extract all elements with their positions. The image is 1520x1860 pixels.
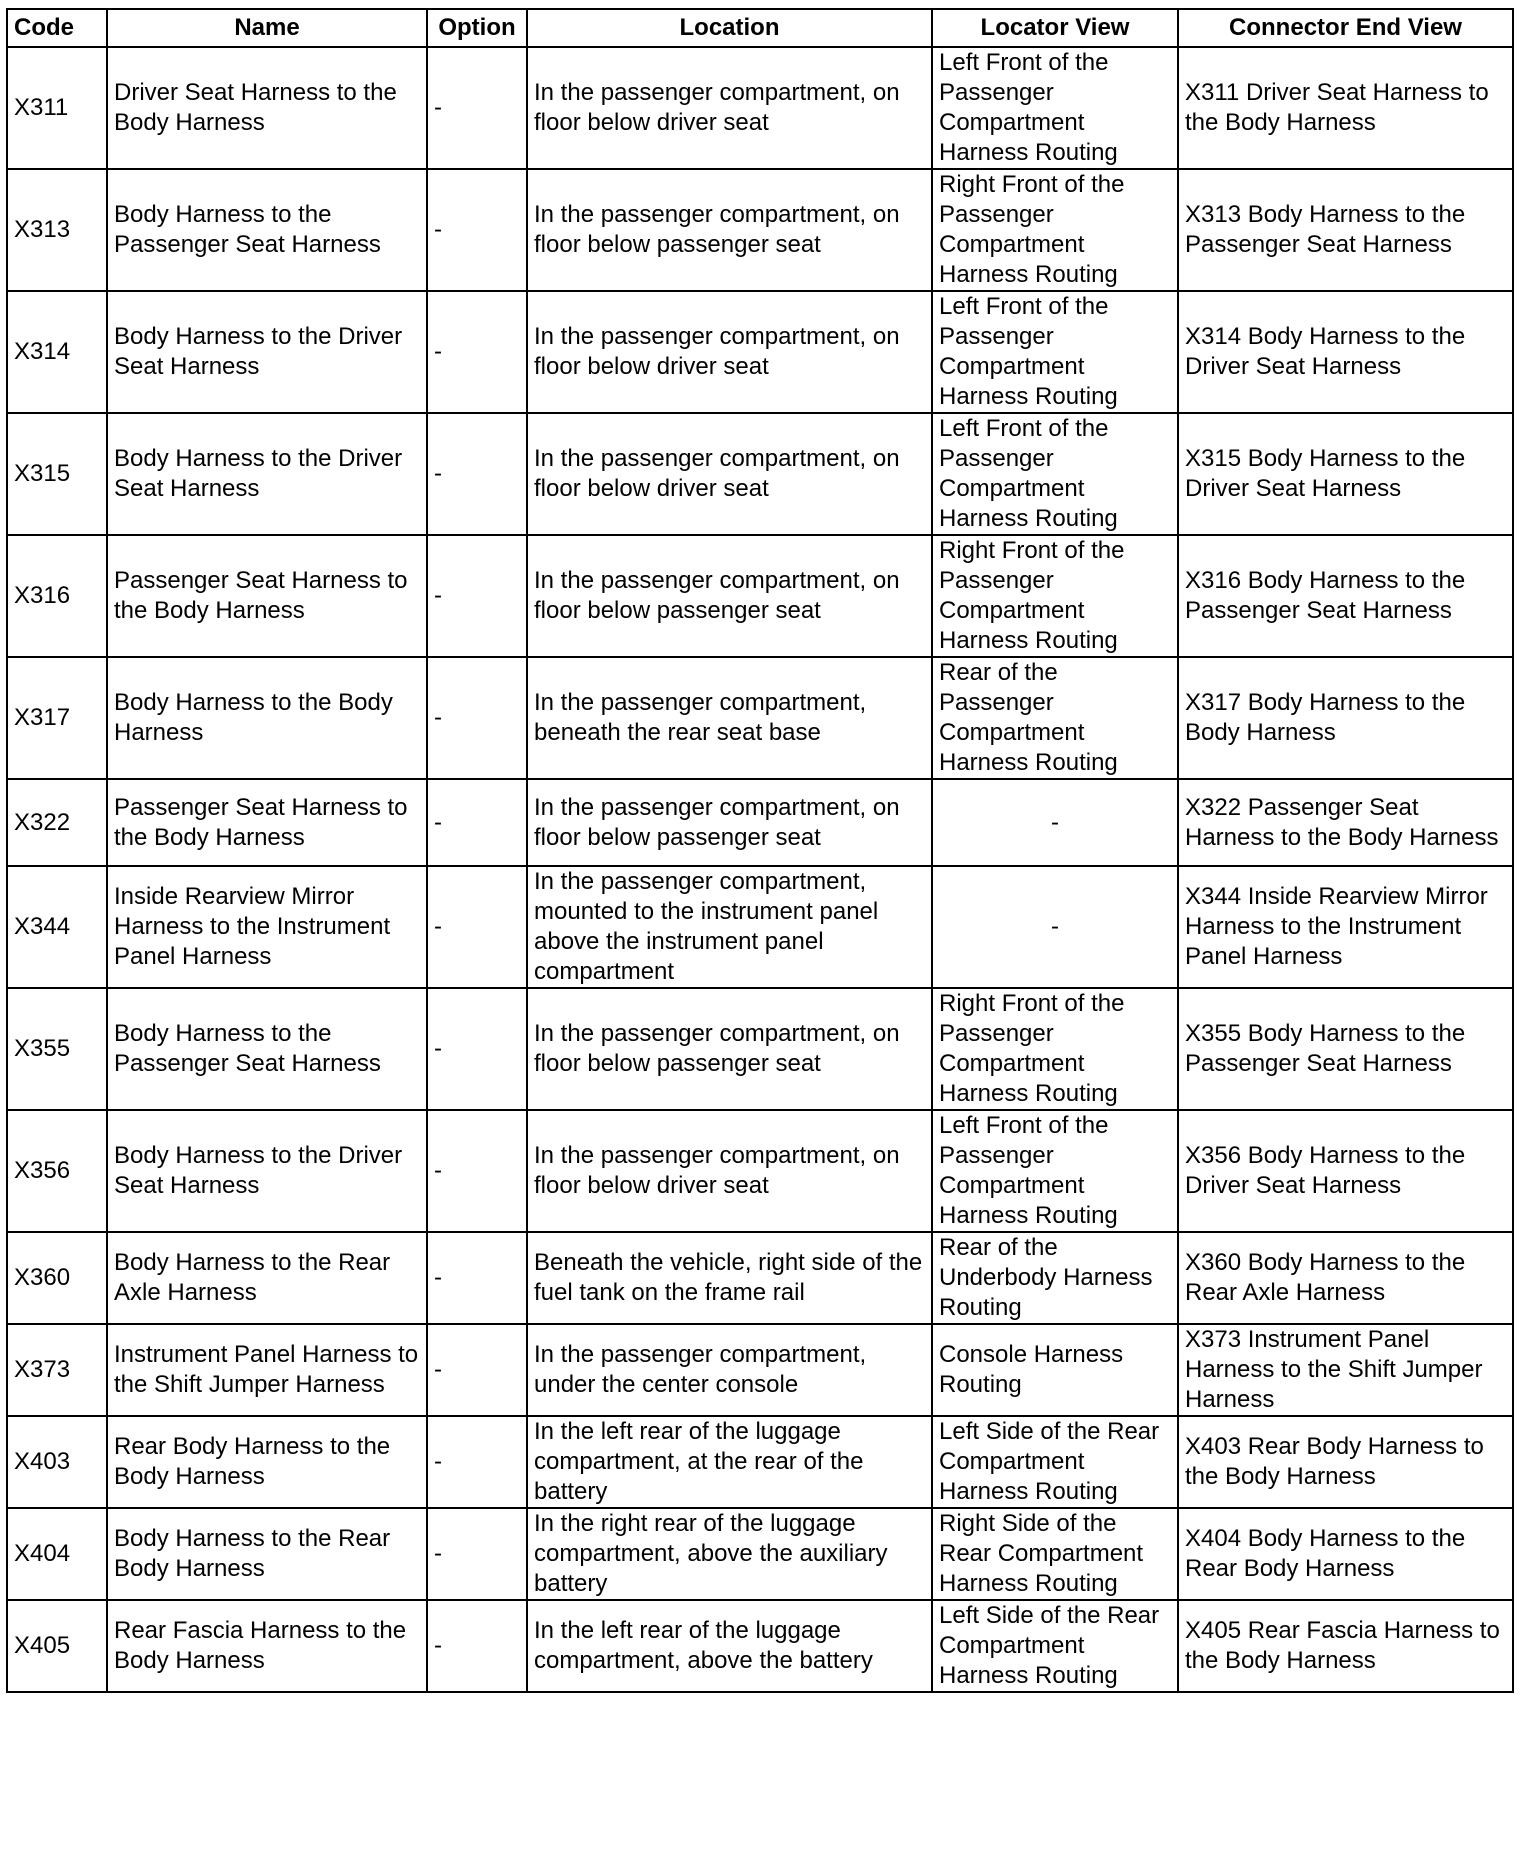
table-row	[7, 413, 1513, 535]
cell-name: Rear Fascia Harness to the Body Harness	[107, 1600, 427, 1692]
cell-option: -	[427, 1416, 527, 1508]
cell-option: -	[427, 535, 527, 657]
header-connector-end-view: Connector End View	[1178, 9, 1513, 47]
cell-locator-view: Left Side of the Rear Compartment Harness Routing	[932, 1416, 1178, 1508]
cell-connector-end-view: X344 Inside Rearview Mirror Harness to the Instrument Panel Harness	[1178, 866, 1513, 988]
cell-name: Passenger Seat Harness to the Body Harness	[107, 779, 427, 866]
table-row	[7, 47, 1513, 169]
cell-location: In the passenger compartment, on floor below driver seat	[527, 47, 932, 169]
cell-locator-view: Right Front of the Passenger Compartment Harness Routing	[932, 988, 1178, 1110]
cell-location: In the right rear of the luggage compartment, above the auxiliary battery	[527, 1508, 932, 1600]
cell-name: Body Harness to the Passenger Seat Harness	[107, 988, 427, 1110]
table-row	[7, 535, 1513, 657]
cell-location: Beneath the vehicle, right side of the fuel tank on the frame rail	[527, 1232, 932, 1324]
cell-code: X313	[7, 169, 107, 291]
cell-name: Instrument Panel Harness to the Shift Jumper Harness	[107, 1324, 427, 1416]
cell-name: Body Harness to the Driver Seat Harness	[107, 1110, 427, 1232]
cell-option: -	[427, 1110, 527, 1232]
cell-locator-view: Left Front of the Passenger Compartment Harness Routing	[932, 413, 1178, 535]
cell-name: Driver Seat Harness to the Body Harness	[107, 47, 427, 169]
cell-name: Passenger Seat Harness to the Body Harness	[107, 535, 427, 657]
cell-connector-end-view: X311 Driver Seat Harness to the Body Harness	[1178, 47, 1513, 169]
cell-location: In the passenger compartment, on floor below passenger seat	[527, 779, 932, 866]
cell-location: In the passenger compartment, under the center console	[527, 1324, 932, 1416]
table-row	[7, 866, 1513, 988]
cell-code: X344	[7, 866, 107, 988]
connector-table	[6, 8, 1514, 1693]
cell-connector-end-view: X322 Passenger Seat Harness to the Body Harness	[1178, 779, 1513, 866]
header-code: Code	[7, 9, 107, 47]
cell-option: -	[427, 1600, 527, 1692]
cell-name: Inside Rearview Mirror Harness to the Instrument Panel Harness	[107, 866, 427, 988]
cell-location: In the passenger compartment, on floor below driver seat	[527, 1110, 932, 1232]
table-row	[7, 1508, 1513, 1600]
cell-code: X356	[7, 1110, 107, 1232]
cell-option: -	[427, 1508, 527, 1600]
header-option: Option	[427, 9, 527, 47]
cell-option: -	[427, 866, 527, 988]
table-row	[7, 291, 1513, 413]
cell-option: -	[427, 47, 527, 169]
cell-name: Body Harness to the Rear Axle Harness	[107, 1232, 427, 1324]
cell-option: -	[427, 291, 527, 413]
cell-location: In the passenger compartment, beneath the rear seat base	[527, 657, 932, 779]
cell-location: In the passenger compartment, mounted to the instrument panel above the instrument panel compartment	[527, 866, 932, 988]
header-locator-view: Locator View	[932, 9, 1178, 47]
cell-name: Body Harness to the Passenger Seat Harness	[107, 169, 427, 291]
cell-code: X403	[7, 1416, 107, 1508]
header-row	[7, 9, 1513, 47]
table-row	[7, 657, 1513, 779]
cell-locator-view: Left Front of the Passenger Compartment Harness Routing	[932, 1110, 1178, 1232]
cell-code: X316	[7, 535, 107, 657]
cell-locator-view: Rear of the Passenger Compartment Harness Routing	[932, 657, 1178, 779]
cell-connector-end-view: X316 Body Harness to the Passenger Seat Harness	[1178, 535, 1513, 657]
cell-locator-view: Left Front of the Passenger Compartment Harness Routing	[932, 291, 1178, 413]
cell-code: X360	[7, 1232, 107, 1324]
table-body	[7, 47, 1513, 1692]
cell-location: In the left rear of the luggage compartment, at the rear of the battery	[527, 1416, 932, 1508]
cell-locator-view: Console Harness Routing	[932, 1324, 1178, 1416]
table-row	[7, 988, 1513, 1110]
cell-connector-end-view: X403 Rear Body Harness to the Body Harness	[1178, 1416, 1513, 1508]
cell-connector-end-view: X315 Body Harness to the Driver Seat Harness	[1178, 413, 1513, 535]
cell-option: -	[427, 413, 527, 535]
cell-connector-end-view: X317 Body Harness to the Body Harness	[1178, 657, 1513, 779]
cell-location: In the passenger compartment, on floor below passenger seat	[527, 988, 932, 1110]
table-row	[7, 169, 1513, 291]
cell-locator-view: -	[932, 866, 1178, 988]
table-row	[7, 779, 1513, 866]
cell-connector-end-view: X405 Rear Fascia Harness to the Body Harness	[1178, 1600, 1513, 1692]
cell-code: X404	[7, 1508, 107, 1600]
cell-location: In the passenger compartment, on floor below driver seat	[527, 291, 932, 413]
cell-option: -	[427, 657, 527, 779]
cell-locator-view: Left Side of the Rear Compartment Harness Routing	[932, 1600, 1178, 1692]
cell-locator-view: Rear of the Underbody Harness Routing	[932, 1232, 1178, 1324]
cell-locator-view: Right Front of the Passenger Compartment Harness Routing	[932, 535, 1178, 657]
cell-option: -	[427, 779, 527, 866]
cell-connector-end-view: X373 Instrument Panel Harness to the Shift Jumper Harness	[1178, 1324, 1513, 1416]
cell-location: In the passenger compartment, on floor below driver seat	[527, 413, 932, 535]
cell-name: Body Harness to the Body Harness	[107, 657, 427, 779]
cell-locator-view: Right Front of the Passenger Compartment Harness Routing	[932, 169, 1178, 291]
cell-connector-end-view: X404 Body Harness to the Rear Body Harness	[1178, 1508, 1513, 1600]
cell-connector-end-view: X355 Body Harness to the Passenger Seat Harness	[1178, 988, 1513, 1110]
cell-connector-end-view: X314 Body Harness to the Driver Seat Harness	[1178, 291, 1513, 413]
cell-name: Body Harness to the Driver Seat Harness	[107, 291, 427, 413]
cell-locator-view: -	[932, 779, 1178, 866]
cell-name: Rear Body Harness to the Body Harness	[107, 1416, 427, 1508]
cell-code: X373	[7, 1324, 107, 1416]
cell-name: Body Harness to the Rear Body Harness	[107, 1508, 427, 1600]
cell-option: -	[427, 1324, 527, 1416]
cell-location: In the left rear of the luggage compartment, above the battery	[527, 1600, 932, 1692]
cell-code: X317	[7, 657, 107, 779]
cell-option: -	[427, 169, 527, 291]
cell-code: X314	[7, 291, 107, 413]
header-name: Name	[107, 9, 427, 47]
cell-code: X315	[7, 413, 107, 535]
table-row	[7, 1600, 1513, 1692]
table-row	[7, 1110, 1513, 1232]
cell-connector-end-view: X313 Body Harness to the Passenger Seat Harness	[1178, 169, 1513, 291]
cell-location: In the passenger compartment, on floor below passenger seat	[527, 169, 932, 291]
cell-connector-end-view: X360 Body Harness to the Rear Axle Harness	[1178, 1232, 1513, 1324]
cell-option: -	[427, 1232, 527, 1324]
table-row	[7, 1416, 1513, 1508]
cell-code: X311	[7, 47, 107, 169]
cell-code: X405	[7, 1600, 107, 1692]
cell-name: Body Harness to the Driver Seat Harness	[107, 413, 427, 535]
header-location: Location	[527, 9, 932, 47]
cell-locator-view: Right Side of the Rear Compartment Harness Routing	[932, 1508, 1178, 1600]
table-row	[7, 1324, 1513, 1416]
cell-code: X355	[7, 988, 107, 1110]
cell-connector-end-view: X356 Body Harness to the Driver Seat Harness	[1178, 1110, 1513, 1232]
cell-option: -	[427, 988, 527, 1110]
cell-code: X322	[7, 779, 107, 866]
table-row	[7, 1232, 1513, 1324]
cell-locator-view: Left Front of the Passenger Compartment Harness Routing	[932, 47, 1178, 169]
cell-location: In the passenger compartment, on floor below passenger seat	[527, 535, 932, 657]
